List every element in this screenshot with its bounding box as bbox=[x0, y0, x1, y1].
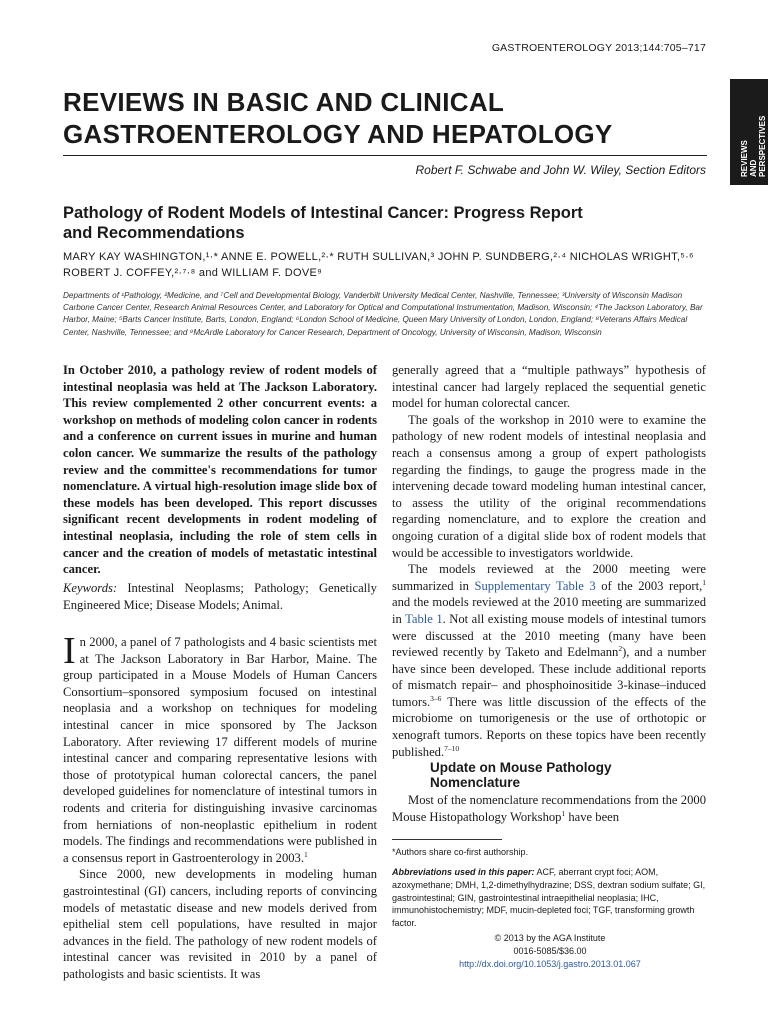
author-list bbox=[63, 249, 707, 281]
p4-text-b: have been bbox=[565, 809, 620, 824]
section-subheading: Update on Mouse Pathology Nomenclature bbox=[430, 760, 612, 790]
keywords-text: Intestinal Neoplasms; Pathology; Genetically Engineered Mice; Disease Models; Animal. bbox=[63, 581, 377, 612]
citation: 1 bbox=[303, 849, 308, 859]
p3-text-b: of the 2003 report, bbox=[595, 578, 703, 593]
nomenclature-paragraph bbox=[392, 792, 706, 825]
p3-text-c: and the models reviewed at the 2010 meeting are summarized in bbox=[392, 595, 706, 626]
drop-cap: I bbox=[63, 630, 76, 672]
citation: 3–6 bbox=[430, 693, 442, 703]
keywords-label: Keywords: bbox=[63, 581, 118, 595]
section-title bbox=[63, 86, 703, 150]
section-side-tab bbox=[730, 79, 768, 185]
section-title-line2: GASTROENTEROLOGY AND HEPATOLOGY bbox=[63, 119, 613, 149]
p3-text-f: There was little discussion of the effects of the microbiome on tumorigenesis or the use of orthotopic or xenograft tumors. Reports on these topics have been recently published. bbox=[392, 694, 706, 759]
article-title-line2: and Recommendations bbox=[63, 224, 245, 242]
cofirst-footnote: *Authors share co-first authorship. bbox=[392, 847, 529, 857]
right-paragraph-1: generally agreed that a “multiple pathways” hypothesis of intestinal cancer had largely replaced the sequential genetic model for human colorectal cancer. bbox=[392, 363, 706, 411]
authors-line1: MARY KAY WASHINGTON,¹·* ANNE E. POWELL,²·* RUTH SULLIVAN,³ JOHN P. SUNDBERG,²·⁴ NICHOLAS WRIGHT,⁵·⁶ bbox=[63, 251, 694, 263]
table-1-link[interactable]: Table 1 bbox=[405, 611, 443, 626]
supplementary-table-link[interactable]: Supplementary Table 3 bbox=[474, 578, 596, 593]
section-title-line1: REVIEWS IN BASIC AND CLINICAL bbox=[63, 87, 505, 117]
p3-text-a: The models reviewed at the 2000 meeting were summarized in bbox=[392, 562, 706, 593]
article-title-line1: Pathology of Rodent Models of Intestinal Cancer: Progress Report bbox=[63, 204, 583, 222]
copyright: © 2013 by the AGA Institute bbox=[494, 933, 606, 943]
abbreviations-label: Abbreviations used in this paper: bbox=[392, 867, 535, 877]
side-tab-label bbox=[740, 116, 767, 177]
abstract: In October 2010, a pathology review of rodent models of intestinal neoplasia was held at The Jackson Laboratory. This review complemented 2 other concurrent events: a workshop on methods of modeling colon cancer in rodents and a conference on current issues in murine and human colon cancer. We summarize the results of the pathology review and the committee's recommendations for tumor nomenclature. A virtual high-resolution image slide box of these models has been developed. This report discusses significant recent developments in rodent modeling of intestinal neoplasia, including the role of stem cells in cancer and the creation of models of metastatic intestinal cancer. bbox=[63, 363, 377, 577]
side-tab-line2: AND bbox=[749, 159, 758, 177]
copyright-block bbox=[392, 932, 708, 970]
nomenclature-body bbox=[392, 792, 706, 825]
p4-text: Most of the nomenclature recommendations from the 2000 Mouse Histopathology Workshop bbox=[392, 793, 706, 824]
intro-body bbox=[63, 630, 377, 982]
intro-paragraph-2: Since 2000, new developments in modeling human gastrointestinal (GI) cancers, including reports of convincing models of metastatic disease and new models derived from epithelial stem cell populations, have resulted in major advances in the field. The pathology of new rodent models of intestinal cancer was revisited in 2010 by a panel of pathologists and basic scientists. It was bbox=[63, 867, 377, 981]
keywords bbox=[63, 580, 377, 613]
affiliations: Departments of ¹Pathology, ²Medicine, and ⁷Cell and Developmental Biology, Vanderbilt University Medical Center, Nashville, Tennessee; ³University of Wisconsin Madison Carbone Cancer Center, Research Animal Resources Center, and Laboratory for Optical and Computational Instrumentation, Madison, Wisconsin; ⁴The Jackson Laboratory, Bar Harbor, Maine; ⁵Barts Cancer Institute, Barts, London, England; ⁶London School of Medicine, Queen Mary University of London, London, England; ⁸Veterans Affairs Medical Center, Nashville, Tennessee; and ⁹McArdle Laboratory for Cancer Research, Department of Oncology, University of Wisconsin, Madison, Wisconsin bbox=[63, 291, 703, 337]
p3-text-e: ), and a number have since been developed. These include additional reports of mismatch repair– and phosphoinositide 3-kinase–induced tumors. bbox=[392, 645, 707, 709]
abbreviations-text: ACF, aberrant crypt foci; AOM, azoxymethane; DMH, 1,2-dimethylhydrazine; DSS, dextran sodium sulfate; GI, gastrointestinal; GIN, gastrointestinal intraepithelial neoplasia; IHC, immunohistochemistry; MDF, mucin-depleted foci; TGF, transforming growth factor. bbox=[392, 867, 706, 929]
authors-line2: ROBERT J. COFFEY,²·⁷·⁸ and WILLIAM F. DOVE⁹ bbox=[63, 267, 323, 279]
citation: 1 bbox=[702, 577, 706, 587]
side-tab-line3: PERSPECTIVES bbox=[758, 115, 767, 177]
citation: 1 bbox=[561, 808, 566, 818]
doi-link[interactable]: http://dx.doi.org/10.1053/j.gastro.2013.01.067 bbox=[459, 958, 641, 969]
issn: 0016-5085/$36.00 bbox=[513, 945, 587, 956]
citation: 2 bbox=[618, 643, 623, 653]
footnote-rule bbox=[392, 839, 502, 840]
intro-paragraph-1 bbox=[63, 630, 377, 866]
p3-text-d: . Not all existing mouse models of intestinal tumors were discussed at the 2010 meeting (many have been reviewed recently by Taketo and Edelmann bbox=[392, 611, 706, 660]
intro-p1-text: n 2000, a panel of 7 pathologists and 4 basic scientists met at The Jackson Laboratory in Bar Harbor, Maine. The group participated in a Mouse Models of Human Cancers Consortium–sponsored symposium focused on intestinal neoplasia and a workshop on techniques for modeling intestinal cancer in mice sponsored by The Jackson Laboratory. After reviewing 17 different models of murine intestinal cancer and comparing representative lesions with those of prototypical human colorectal cancers, the panel developed guidelines for nomenclature of intestinal tumors in rodents and criteria for distinguishing invasive carcinomas from herniations of non-neoplastic epithelium in rodent models. The findings and recommendations were published in a consensus report in Gastroenterology in 2003. bbox=[63, 635, 377, 865]
side-tab-line1: REVIEWS bbox=[740, 140, 749, 177]
section-editors: Robert F. Schwabe and John W. Wiley, Section Editors bbox=[415, 163, 706, 177]
right-column-body bbox=[392, 362, 706, 760]
title-rule bbox=[63, 155, 707, 156]
right-paragraph-3 bbox=[392, 561, 706, 760]
article-title bbox=[63, 203, 703, 243]
citation: 7–10 bbox=[444, 743, 460, 753]
abbreviations-footnote bbox=[392, 866, 708, 930]
right-paragraph-2: The goals of the workshop in 2010 were to examine the pathology of new rodent models of intestinal neoplasia and reach a consensus among a group of expert pathologists regarding the findings, to gauge the progress made in the intervening decade toward modeling human intestinal cancer, to assess the utility of the original recommendations regarding nomenclature, and to explore the creation and ongoing curation of a digital slide box of rodent models that would be accessible to investigators worldwide. bbox=[392, 412, 706, 560]
journal-reference: GASTROENTEROLOGY 2013;144:705–717 bbox=[491, 42, 706, 54]
